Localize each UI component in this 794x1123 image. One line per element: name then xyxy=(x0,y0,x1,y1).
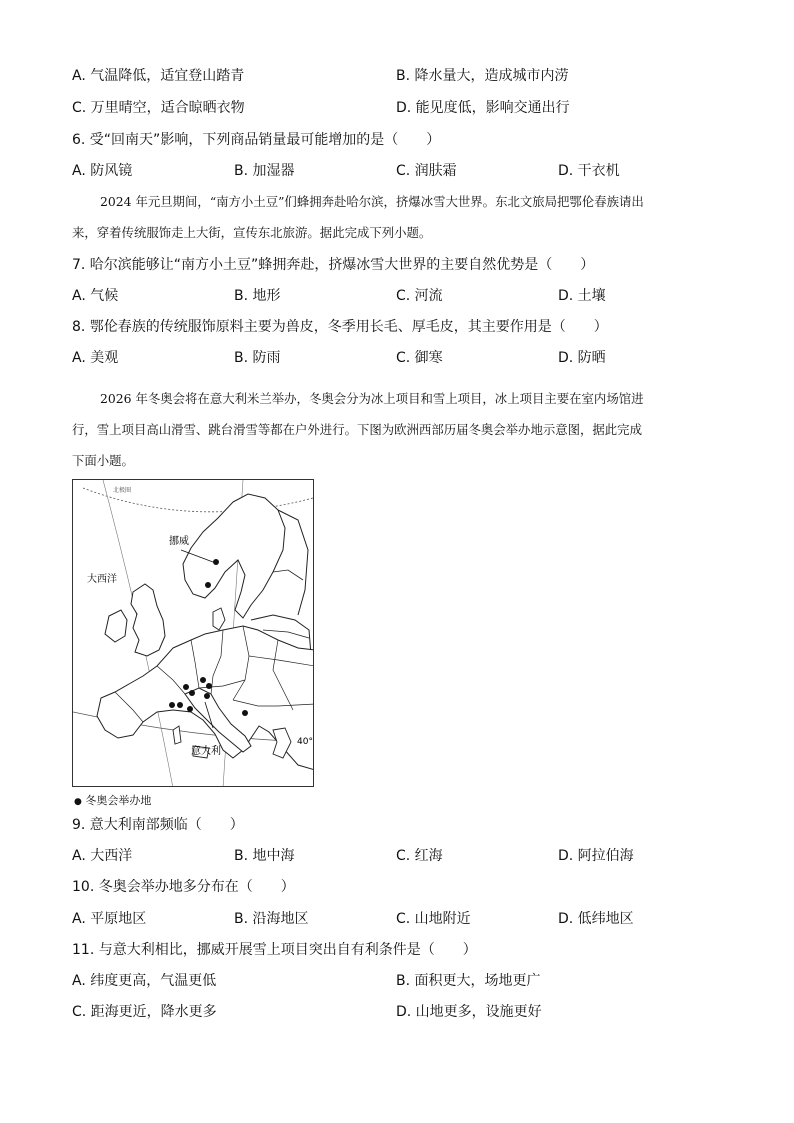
q11-option-c: C. 距海更近，降水更多 xyxy=(72,1004,217,1020)
ireland-outline xyxy=(105,610,127,642)
q6-option-d: D. 干衣机 xyxy=(558,163,620,179)
passage-1-line-2: 来，穿着传统服饰走上大街，宣传东北旅游。据此完成下列小题。 xyxy=(72,225,432,240)
denmark-outline xyxy=(213,608,225,630)
host-city-marker xyxy=(213,559,219,565)
passage-2-line-3: 下面小题。 xyxy=(72,453,134,468)
q8-option-b: B. 防雨 xyxy=(234,350,281,366)
q8-stem: 8. 鄂伦春族的传统服饰原料主要为兽皮，冬季用长毛、厚毛皮，其主要作用是（ ） xyxy=(72,319,608,335)
q8-option-a: A. 美观 xyxy=(72,350,119,366)
label-norway: 挪威 xyxy=(169,536,189,547)
europe-map-graphic xyxy=(73,480,314,787)
q5-option-b: B. 降水量大，造成城市内涝 xyxy=(396,68,569,84)
label-arctic-circle: 北极圈 xyxy=(113,487,132,494)
sardinia-outline xyxy=(173,726,181,744)
border-line xyxy=(273,570,303,580)
label-italy: 意大利 xyxy=(191,746,221,757)
host-city-marker xyxy=(189,690,195,696)
q10-stem: 10. 冬奥会举办地多分布在（ ） xyxy=(72,879,295,895)
label-latitude: 40° xyxy=(297,737,313,747)
map-legend xyxy=(74,792,151,808)
q9-stem: 9. 意大利南部频临（ ） xyxy=(72,817,244,833)
europe-map xyxy=(72,479,314,787)
q9-option-a: A. 大西洋 xyxy=(72,848,133,864)
legend-label: 冬奥会举办地 xyxy=(85,794,152,807)
q11-stem: 11. 与意大利相比，挪威开展雪上项目突出自有利条件是（ ） xyxy=(72,942,477,958)
q10-option-d: D. 低纬地区 xyxy=(558,911,634,927)
passage-2-line-2: 行，雪上项目高山滑雪、跳台滑雪等都在户外进行。下图为欧洲西部历届冬奥会举办地示意图，据此完成 xyxy=(72,422,642,437)
passage-1-line-1: 2024 年元旦期间，“南方小土豆”们蜂拥奔赴哈尔滨，挤爆冰雪大世界。东北文旅局把鄂伦春族请出 xyxy=(100,194,644,209)
q7-stem: 7. 哈尔滨能够让“南方小土豆”蜂拥奔赴，挤爆冰雪大世界的主要自然优势是（ ） xyxy=(72,257,595,273)
host-city-marker xyxy=(242,710,248,716)
host-city-marker xyxy=(183,684,189,690)
scandinavia-outline xyxy=(183,494,285,618)
q5-option-c: C. 万里晴空，适合晾晒衣物 xyxy=(72,100,245,116)
q7-option-d: D. 土壤 xyxy=(558,288,606,304)
q6-option-a: A. 防风镜 xyxy=(72,163,133,179)
q10-option-a: A. 平原地区 xyxy=(72,911,147,927)
q11-option-d: D. 山地更多，设施更好 xyxy=(396,1004,542,1020)
q8-option-d: D. 防晒 xyxy=(558,350,606,366)
q7-option-a: A. 气候 xyxy=(72,288,119,304)
q9-option-d: D. 阿拉伯海 xyxy=(558,848,634,864)
q7-option-b: B. 地形 xyxy=(234,288,281,304)
host-city-marker xyxy=(205,582,211,588)
q5-option-d: D. 能见度低，影响交通出行 xyxy=(396,100,570,116)
q7-option-c: C. 河流 xyxy=(396,288,443,304)
q10-option-c: C. 山地附近 xyxy=(396,911,471,927)
q5-option-a: A. 气温降低，适宜登山踏青 xyxy=(72,68,245,84)
host-city-marker xyxy=(206,683,212,689)
host-city-marker xyxy=(200,677,206,683)
q8-option-c: C. 御寒 xyxy=(396,350,443,366)
legend-dot-icon: ● xyxy=(74,797,82,807)
q6-stem: 6. 受“回南天”影响，下列商品销量最可能增加的是（ ） xyxy=(72,132,441,148)
label-atlantic: 大西洋 xyxy=(87,574,117,585)
q9-option-c: C. 红海 xyxy=(396,848,443,864)
host-city-marker xyxy=(169,702,175,708)
q6-option-b: B. 加湿器 xyxy=(234,163,295,179)
host-city-marker xyxy=(187,706,193,712)
host-city-marker xyxy=(204,693,210,699)
q11-option-a: A. 纬度更高，气温更低 xyxy=(72,973,217,989)
q11-option-b: B. 面积更大，场地更广 xyxy=(396,973,541,989)
host-city-marker xyxy=(177,702,183,708)
passage-2-line-1: 2026 年冬奥会将在意大利米兰举办，冬奥会分为冰上项目和雪上项目，冰上项目主要在室内场馆进 xyxy=(100,391,644,406)
q9-option-b: B. 地中海 xyxy=(234,848,295,864)
q6-option-c: C. 润肤霜 xyxy=(396,163,457,179)
q10-option-b: B. 沿海地区 xyxy=(234,911,309,927)
great-britain-outline xyxy=(131,584,165,656)
